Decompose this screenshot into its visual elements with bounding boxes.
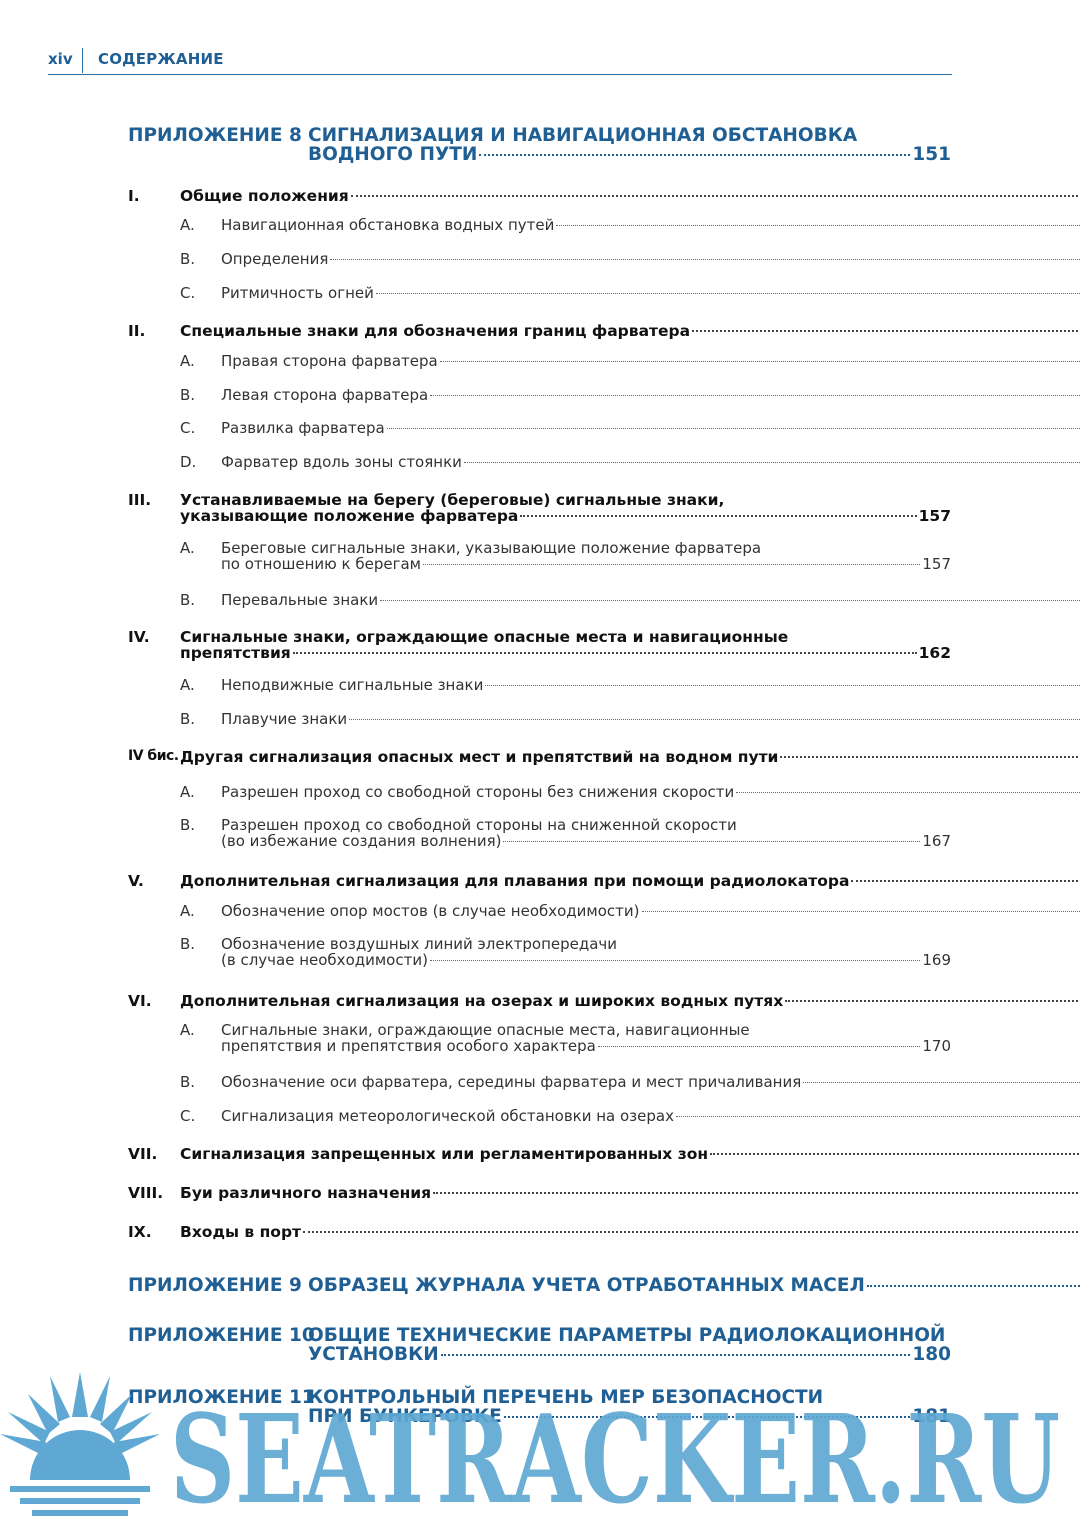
sun-logo-icon — [0, 1372, 160, 1516]
header-divider — [82, 48, 83, 73]
chapter-number: I. — [128, 187, 140, 205]
watermark-text: SEATRACKER.RU — [170, 1387, 1060, 1527]
appendix-label: ПРИЛОЖЕНИЕ 8 — [128, 125, 302, 146]
page-ref: 151 — [912, 144, 951, 165]
section-title: СОДЕРЖАНИЕ — [98, 50, 224, 68]
watermark — [0, 1362, 1080, 1527]
appendix-title: СИГНАЛИЗАЦИЯ И НАВИГАЦИОННАЯ ОБСТАНОВКА ВОДНОГО ПУТИ 151 — [308, 125, 951, 165]
page-number: xiv — [48, 50, 73, 68]
page-header — [48, 48, 952, 75]
chapter-title: Общие положения — [180, 187, 349, 205]
